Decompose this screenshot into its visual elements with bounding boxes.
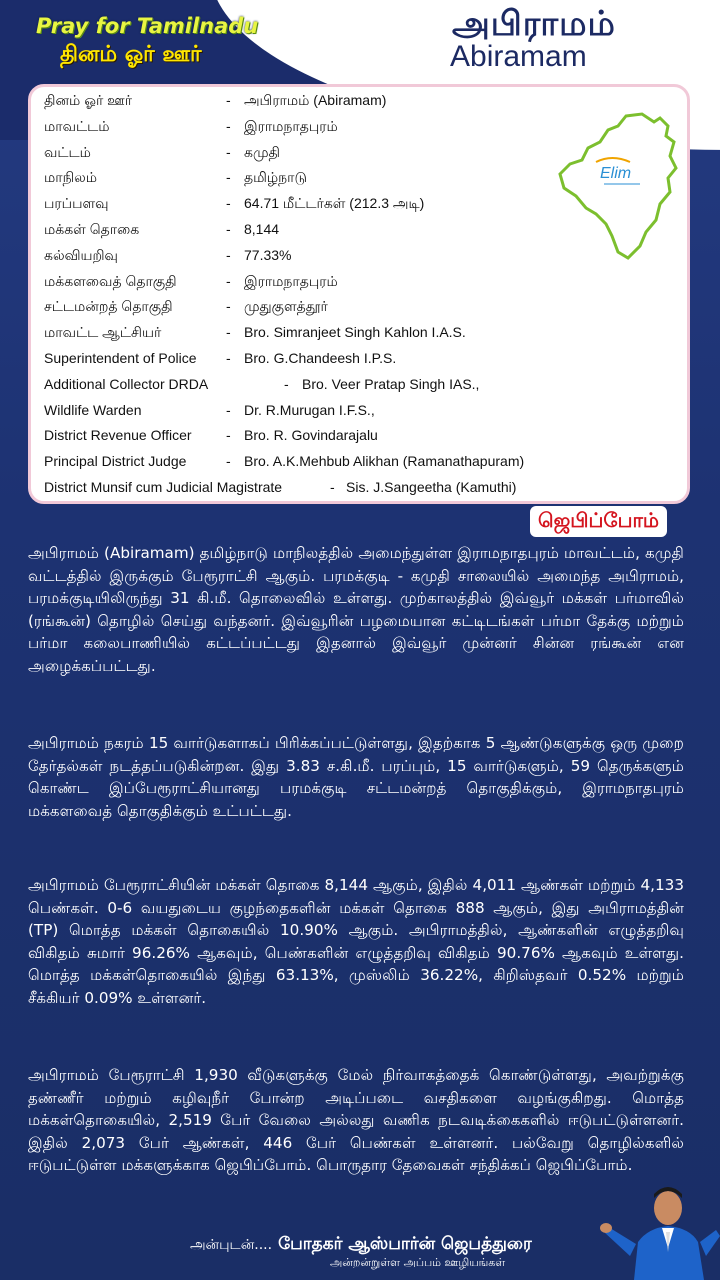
paragraph-2: அபிராமம் நகரம் 15 வார்டுகளாகப் பிரிக்கப்பட்டுள்ளது, இதற்காக 5 ஆண்டுகளுக்கு ஒரு முறை தேர்தல்கள் நடத்தப்படுகின்றன. இது 3.83 ச.கி.மீ. பரப்பும், 15 வார்டுகளும், 59 தெருக்களும் கொண்ட இப்பேரூராட்சியானது பரமக்குடி சட்டமன்றத் தொகுதிக்கும், இராமநாதபுரம் மக்களவைத் தொகுதிக்கும் உட்பட்டது.	[28, 734, 684, 820]
info-label: மாவட்ட ஆட்சியர்	[44, 324, 162, 341]
info-dash: -	[226, 453, 231, 470]
page-title-tamil: அபிராமம்	[452, 4, 616, 44]
info-label: Wildlife Warden	[44, 401, 142, 418]
paragraph-3: அபிராமம் பேரூராட்சியின் மக்கள் தொகை 8,144 ஆகும், இதில் 4,011 ஆண்கள் மற்றும் 4,133 பெண்கள். 0-6 வயதுடைய குழந்தைகளின் மக்கள் தொகை 888 ஆகும், இது அபிராமத்தின் (TP) மொத்த மக்கள் தொகையில் 10.90% ஆகும். அபிராமத்தில், ஆண்களின் எழுத்தறிவு விகிதம் சுமார் 96.26% ஆகவும், பெண்களின் எழுத்தறிவு விகிதம் 90.76% ஆகவும் உள்ளது. மொத்த மக்கள்தொகையில் இந்து 63.13%, முஸ்லிம் 36.22%, கிறிஸ்தவர் 0.52% மற்றும் சீக்கியர் 0.09% உள்ளனர்.	[28, 876, 684, 1007]
info-value: இராமநாதபுரம்	[244, 117, 338, 134]
page-title-english: Abiramam	[450, 40, 587, 73]
pray-badge: ஜெபிப்போம்	[530, 506, 667, 537]
info-label: மக்களவைத் தொகுதி	[44, 272, 177, 289]
info-value: Bro. G.Chandeesh I.P.S.	[244, 350, 397, 366]
info-value: 8,144	[244, 221, 280, 237]
info-label: மக்கள் தொகை	[44, 221, 140, 237]
info-dash: -	[226, 92, 231, 108]
info-label: Principal District Judge	[44, 453, 187, 470]
pray-for-tamilnadu-label: Pray for Tamilnadu	[36, 14, 259, 38]
signature-name: போதகர் ஆஸ்பார்ன் ஜெபத்துரை	[278, 1234, 532, 1254]
info-label: பரப்பளவு	[44, 195, 109, 212]
pastor-photo-icon	[598, 1172, 720, 1280]
info-dash: -	[226, 427, 231, 444]
info-label: மாநிலம்	[44, 169, 98, 186]
info-value: Bro. A.K.Mehbub Alikhan (Ramanathapuram)	[244, 453, 525, 470]
info-dash: -	[226, 195, 231, 212]
info-dash: -	[226, 221, 231, 237]
info-dash: -	[226, 350, 231, 366]
info-dash: -	[226, 401, 231, 418]
info-value: அபிராமம் (Abiramam)	[244, 92, 387, 108]
info-label: District Munsif cum Judicial Magistrate	[44, 479, 283, 495]
info-value: தமிழ்நாடு	[244, 169, 307, 186]
info-label: Superintendent of Police	[44, 350, 197, 366]
info-label: தினம் ஓர் ஊர்	[44, 92, 133, 108]
info-value: Sis. J.Sangeetha (Kamuthi)	[346, 479, 517, 495]
elim-logo-text: Elim	[600, 165, 632, 182]
info-dash: -	[226, 324, 231, 341]
info-value: Bro. Veer Pratap Singh IAS.,	[302, 375, 480, 392]
info-dash: -	[284, 375, 289, 392]
info-label: சட்டமன்றத் தொகுதி	[44, 298, 173, 315]
info-value: கமுதி	[244, 143, 280, 160]
dinam-oor-oor-label: தினம் ஓர் ஊர்	[60, 42, 202, 67]
info-label: Additional Collector DRDA	[44, 375, 209, 392]
info-dash: -	[226, 143, 231, 160]
info-value: 64.71 மீட்டர்கள் (212.3 அடி)	[244, 195, 425, 212]
info-label: கல்வியறிவு	[44, 246, 118, 263]
info-label: District Revenue Officer	[44, 427, 192, 444]
info-value: முதுகுளத்தூர்	[244, 298, 328, 315]
signature-subtitle: அன்றன்றுள்ள அப்பம் ஊழியங்கள்	[330, 1256, 506, 1269]
info-label: வட்டம்	[44, 143, 91, 160]
tamilnadu-map-icon	[556, 112, 696, 262]
info-dash: -	[226, 298, 231, 315]
info-value: இராமநாதபுரம்	[244, 272, 338, 289]
info-value: Dr. R.Murugan I.F.S.,	[244, 401, 375, 418]
signature-line	[190, 1234, 532, 1256]
info-dash: -	[330, 479, 335, 495]
info-value: Bro. Simranjeet Singh Kahlon I.A.S.	[244, 324, 466, 341]
paragraph-1: அபிராமம் (Abiramam) தமிழ்நாடு மாநிலத்தில் அமைந்துள்ள இராமநாதபுரம் மாவட்டம், கமுதி வட்டத்தில் இருக்கும் பேரூராட்சி ஆகும். பரமக்குடி - கமுதி சாலையில் அமைந்த அபிராமம், பரமக்குடியிலிருந்து 31 கி.மீ. தொலைவில் உள்ளது. முற்காலத்தில் இவ்வூர் மக்கள் பர்மாவில் (ரங்கூன்) தொழில் செய்து வந்தனர். இவ்வூரின் பழமையான கட்டிடங்கள் பர்மா தேக்கு மற்றும் பர்மா கலைபாணியில் கட்டப்பட்டது இதனால் இவ்வூர் முன்னர் சின்ன ரங்கூன் என அழைக்கப்பட்டது.	[28, 544, 684, 675]
info-dash: -	[226, 169, 231, 186]
paragraph-4: அபிராமம் பேரூராட்சி 1,930 வீடுகளுக்கு மேல் நிர்வாகத்தைக் கொண்டுள்ளது, அவற்றுக்கு தண்ணீர் மற்றும் கழிவுநீர் போன்ற அடிப்படை வசதிகளை வழங்குகிறது. மொத்த மக்கள்தொகையில், 2,519 பேர் வேலை அல்லது வணிக நடவடிக்கைகளில் ஈடுபட்டுள்ளனர். இதில் 2,073 பேர் ஆண்கள், 446 பேர் பெண்கள் உள்ளனர். பல்வேறு தொழில்களில் ஈடுபட்டுள்ள மக்களுக்காக ஜெபிப்போம். பொருதார தேவைகள் சந்திக்கப் ஜெபிப்போம்.	[28, 1066, 684, 1174]
signature-prefix: அன்புடன்....	[190, 1237, 273, 1253]
info-label: மாவட்டம்	[44, 117, 110, 134]
info-dash: -	[226, 246, 231, 263]
info-value: 77.33%	[244, 246, 292, 263]
info-dash: -	[226, 272, 231, 289]
info-value: Bro. R. Govindarajalu	[244, 427, 378, 444]
info-dash: -	[226, 117, 231, 134]
